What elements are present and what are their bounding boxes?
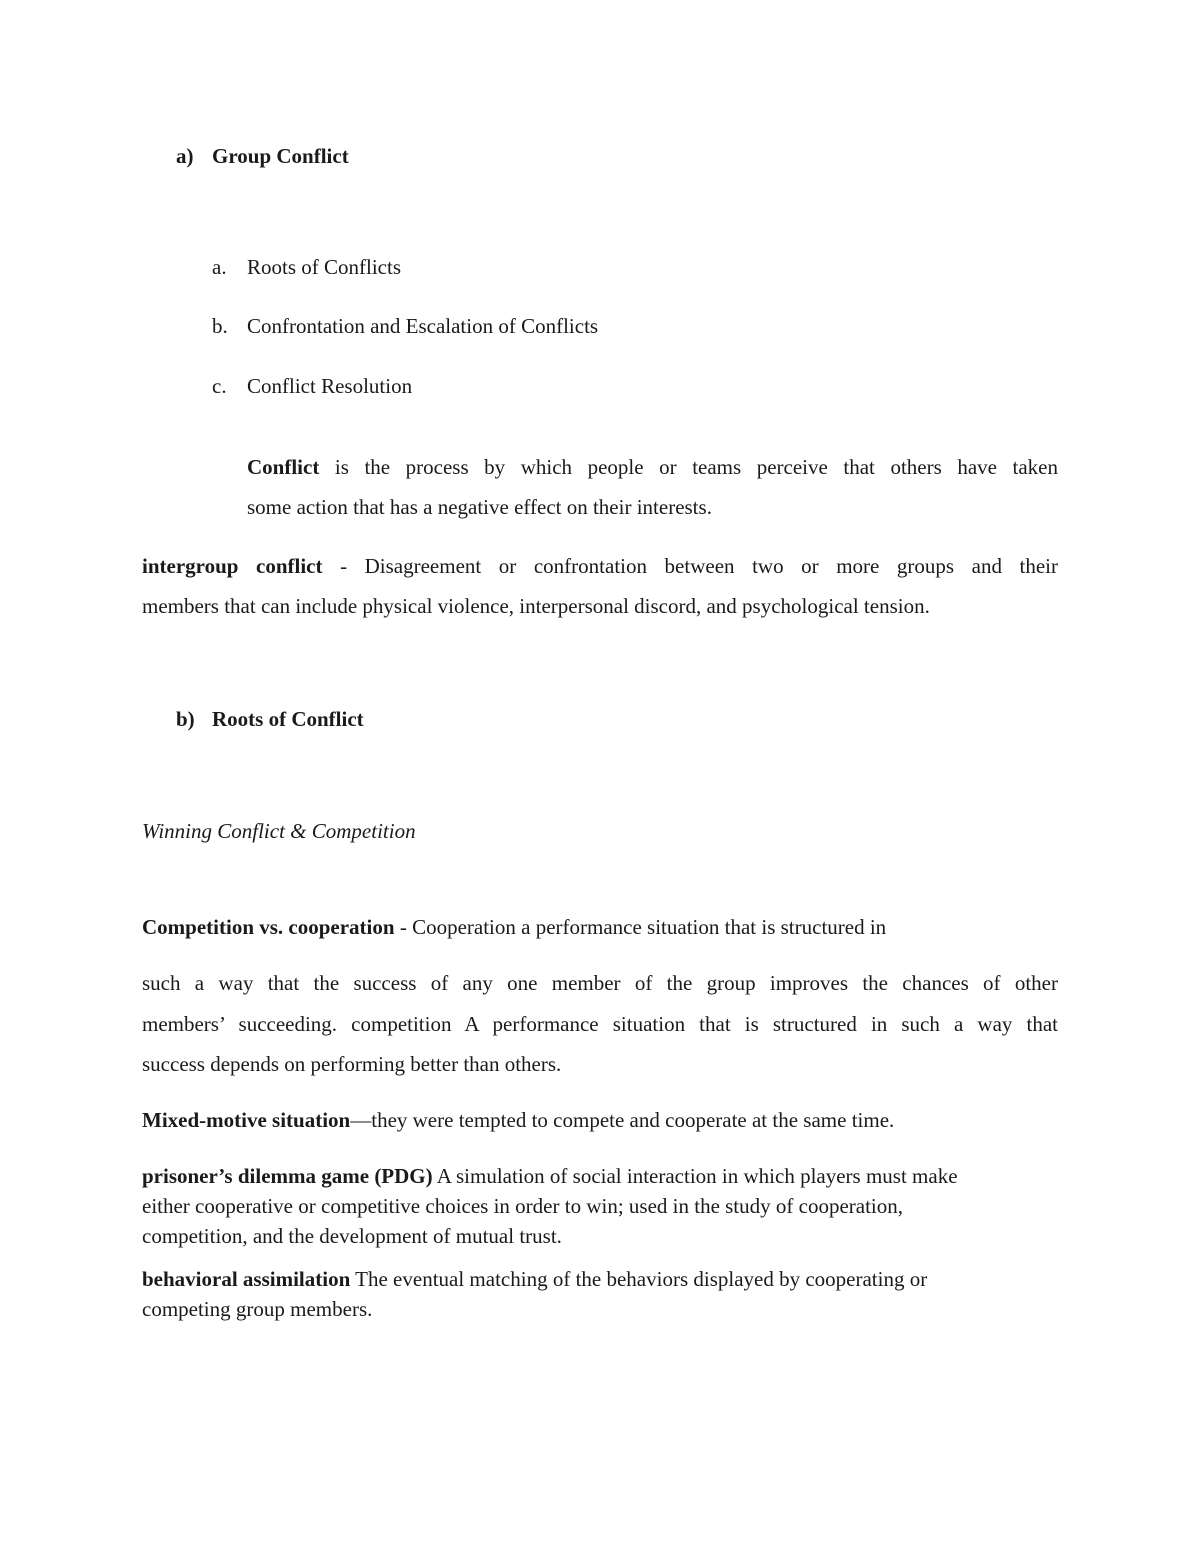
intergroup-definition-line-1 xyxy=(142,554,1058,579)
pdg-term: prisoner’s dilemma game (PDG) xyxy=(142,1164,433,1188)
conflict-definition-line-1 xyxy=(247,455,1058,480)
intergroup-definition-text-1: - Disagreement or confrontation between two or more groups and their xyxy=(322,554,1058,578)
behavioral-text-1: The eventual matching of the behaviors displayed by cooperating or xyxy=(350,1267,928,1291)
outline-marker: c. xyxy=(212,374,227,398)
pdg-definition-line-1 xyxy=(142,1164,958,1189)
mixed-motive-term: Mixed-motive situation xyxy=(142,1108,351,1132)
outline-item-roots xyxy=(212,255,401,280)
section-b-heading xyxy=(176,707,364,732)
pdg-definition-line-3: competition, and the development of mutual trust. xyxy=(142,1224,562,1248)
behavioral-term: behavioral assimilation xyxy=(142,1267,351,1291)
competition-definition-text-1: - Cooperation a performance situation that is structured in xyxy=(394,915,887,939)
competition-definition-line-3: members’ succeeding. competition A performance situation that is structured in such a way that xyxy=(142,1012,1058,1036)
section-b-marker: b) xyxy=(176,707,195,731)
section-a-title: Group Conflict xyxy=(212,144,349,168)
intergroup-definition-line-2: members that can include physical violence, interpersonal discord, and psychological tension. xyxy=(142,594,930,618)
mixed-motive-definition xyxy=(142,1108,894,1133)
pdg-text-1: A simulation of social interaction in which players must make xyxy=(432,1164,958,1188)
pdg-definition-line-2: either cooperative or competitive choices in order to win; used in the study of cooperation, xyxy=(142,1194,904,1218)
section-a-marker: a) xyxy=(176,144,194,168)
outline-marker: b. xyxy=(212,314,228,338)
section-a-heading xyxy=(176,144,349,169)
outline-item-resolution xyxy=(212,374,412,399)
conflict-term: Conflict xyxy=(247,455,320,479)
competition-term: Competition vs. cooperation xyxy=(142,915,395,939)
subtitle-winning-conflict: Winning Conflict & Competition xyxy=(142,819,416,843)
intergroup-term: intergroup conflict xyxy=(142,554,323,578)
conflict-definition-line-2: some action that has a negative effect on their interests. xyxy=(247,495,712,519)
outline-marker: a. xyxy=(212,255,227,279)
outline-text: Confrontation and Escalation of Conflicts xyxy=(247,314,599,338)
mixed-motive-text: —they were tempted to compete and cooperate at the same time. xyxy=(350,1108,895,1132)
behavioral-definition-line-2: competing group members. xyxy=(142,1297,373,1321)
outline-text: Roots of Conflicts xyxy=(247,255,402,279)
competition-definition-line-1 xyxy=(142,915,886,940)
behavioral-definition-line-1 xyxy=(142,1267,927,1292)
outline-text: Conflict Resolution xyxy=(247,374,413,398)
outline-item-confrontation xyxy=(212,314,598,339)
conflict-definition-text-1: is the process by which people or teams perceive that others have taken xyxy=(319,455,1058,479)
competition-definition-line-2: such a way that the success of any one member of the group improves the chances of other xyxy=(142,971,1058,995)
section-b-title: Roots of Conflict xyxy=(212,707,364,731)
competition-definition-line-4: success depends on performing better than others. xyxy=(142,1052,562,1076)
